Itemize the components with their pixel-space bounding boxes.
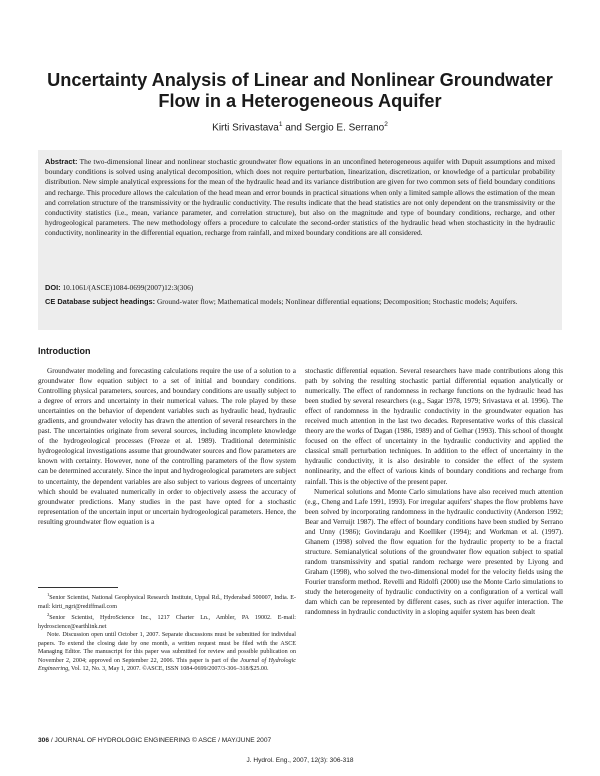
section-heading: Introduction <box>38 346 91 356</box>
footnote-marker: 2 <box>47 612 50 618</box>
page-footer <box>38 737 271 744</box>
body-paragraph: Numerical solutions and Monte Carlo simulations have also received much attention (e.g., Cheng and Lafe 1991, 1993). For irregular aquifers' shapes the flow problems have been solved by incorporating randomness in the hydraulic conductivity (Anderson 1992; Bear and Verruijt 1987). The effect of boundary conditions have been studied by Serrano and Unny (1986); Govindaraju and Koelliker (1994); and Workman et al. (1997). Ghanem (1998) solved the flow equation for the hydraulic property to be a fractal structure. Semianalytical solutions of the groundwater flow equation subject to spatial random transmissivity and spatial random recharge were presented by Liyong and Graham (1998), who solved the two-dimensional model for the velocity fields using the Fourier transform method. Revelli and Ridolfi (2000) use the Monte Carlo simulations to study the heterogeneity of hydraulic conductivity on a configuration of a vertical wall dam which can be represented by different cases, such as river aquifer interaction. The randomness in hydraulic conductivity in a sloping aquifer system has been dealt <box>305 487 563 617</box>
paper-title: Uncertainty Analysis of Linear and Nonlinear Groundwater Flow in a Heterogeneous Aquifer <box>47 70 553 111</box>
running-head: / JOURNAL OF HYDROLOGIC ENGINEERING © ASCE / MAY/JUNE 2007 <box>49 737 272 744</box>
abstract-label: Abstract: <box>45 157 78 166</box>
footnote-divider <box>38 587 118 588</box>
abstract <box>45 157 555 239</box>
doi-line <box>45 283 555 293</box>
footnote-note <box>38 631 296 674</box>
note-text: Note. Discussion open until October 1, 2007. Separate discussions must be submitted for individual papers. To extend the closing date by one month, a written request must be filed with the ASCE Managing Editor. The manuscript for this paper was submitted for review and possible publication on November 2, 2004; approved on September 22, 2006. This paper is part of the <box>38 632 296 664</box>
subject-headings-label: CE Database subject headings: <box>45 297 156 306</box>
author-name: Sergio E. Serrano <box>304 122 385 134</box>
note-text: , Vol. 12, No. 3, May 1, 2007. ©ASCE, ISSN 1084-0699/2007/3-306–318/$25.00. <box>68 666 269 673</box>
doi-label: DOI: <box>45 283 61 292</box>
affiliation-marker: 2 <box>384 121 388 128</box>
subject-headings-value: Ground-water flow; Mathematical models; Nonlinear differential equations; Decomposition; Stochastic models; Aquifers. <box>156 297 518 306</box>
right-column <box>305 366 563 617</box>
footnote-marker: 1 <box>47 592 50 597</box>
footnotes <box>38 591 296 674</box>
body-paragraph: Groundwater modeling and forecasting calculations require the use of a solution to a groundwater flow equation subject to a set of initial and boundary conditions. Controlling physical parameters, sources, and boundary conditions are usually subject to a degree of errors and uncertainty in their numerical values. The role played by these uncertainties on the behavior of dependent variables such as hydraulic head, hydraulic gradients, and groundwater velocity has drawn the attention of several researchers in the past. The uncertainties originate from several sources, including incomplete knowledge of the hydrogeological processes (Freeze et al. 1989). Traditional deterministic hydrogeological investigations assume that groundwater sources and flow parameters are known with certainty. However, none of the controlling parameters of the flow system can be determined accurately. Since the input and hydrogeological parameters are subject to uncertainty, the dependent variables are also subject to various degrees of uncertainty which should be evaluated numerically in order to objectively assess the accuracy of groundwater predictions. Many studies in the past have opted for a stochastic representation of the uncertain input or uncertain hydrogeological parameters. Hence, the resulting groundwater flow equation is a <box>38 367 296 526</box>
footnote-affiliation <box>38 611 296 631</box>
footnote-affiliation <box>38 591 296 611</box>
author-connector: and <box>282 122 305 134</box>
footnote-text: Senior Scientist, National Geophysical Research Institute, Uppal Rd., Hyderabad 500007, India. E-mail: kirti_ngri@rediffmail.com <box>38 595 296 610</box>
citation-line: J. Hydrol. Eng., 2007, 12(3): 306-318 <box>246 757 354 764</box>
author-name: Kirti Srivastava <box>212 122 279 134</box>
footnote-text: Senior Scientist, HydroScience Inc., 1217 Charter Ln., Ambler, PA 19002. E-mail: hydroscience@earthlink.net <box>38 615 296 630</box>
author-line <box>40 121 560 133</box>
doi-value[interactable]: 10.1061/(ASCE)1084-0699(2007)12:3(306) <box>62 283 194 292</box>
journal-name: Journal of Hydrologic Engineering <box>38 657 296 673</box>
subject-headings <box>45 297 555 307</box>
left-column <box>38 366 296 527</box>
page-number: 306 <box>38 737 50 744</box>
affiliation-marker: 1 <box>278 121 283 128</box>
abstract-text: The two-dimensional linear and nonlinear stochastic groundwater flow equations in an unconfined heterogeneous aquifer with Dupuit assumptions and mixed boundary conditions is solved using analytical decomposition, which does not require perturbation, linearization, discretization, or knowledge of a particular probability distribution. New simple analytical expressions for the mean of the hydraulic head and its variance distribution are given for two common sets of field boundary conditions and recharge. This procedure allows the calculation of the head mean and error bounds in practical situations when only a limited sample allows the estimation of the mean and correlation structure of the transmissivity or the hydraulic conductivity. The results indicate that the head statistics are not only dependent on the transmissivity or the conductivity statistics (i.e., mean, variance parameter, and correlation structure), but also on the magnitude and type of boundary conditions, recharge, and other hydrogeological parameters. The new methodology offers a procedure to calculate the second-order statistics of the hydraulic head when stochasticity in the hydraulic conductivity, nonlinearity in the differential equation, recharge from rainfall, and mixed boundary conditions are all considered. <box>45 157 555 238</box>
body-paragraph: stochastic differential equation. Several researchers have made contributions along this path by solving the resulting stochastic partial differential equation analytically or numerically. The effect of randomness in recharge functions on the hydraulic head has been studied by several researchers (e.g., Sagar 1978, 1979; Srivastava et al. 1996). The effect of randomness in the hydraulic conductivity in the groundwater equation has received much attention in the last two decades. Representative works of this classical theory are the works of Dagan (1986, 1989) and of Gelhar (1993). This school of thought focused on the effect of uncertainty in the hydraulic conductivity and applied the classical small perturbation techniques. In addition to the effect of uncertainty in the hydraulic conductivity, it is also desirable to consider the effect of the system nonlinearity, and the effect of various kinds of boundary conditions and recharge from rainfall. This is the objective of the present paper. <box>305 367 563 486</box>
